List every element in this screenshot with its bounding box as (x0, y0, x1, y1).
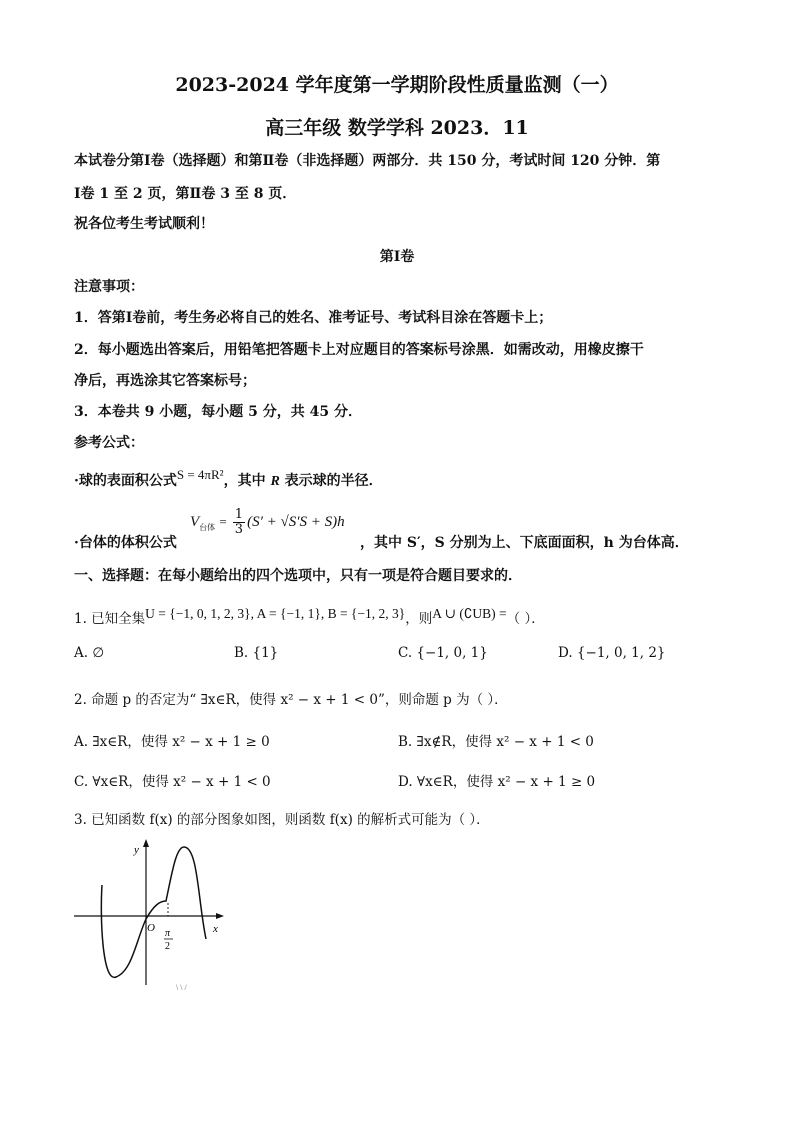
frustum-sub: 台体 (199, 523, 216, 532)
frustum-eq: = (219, 514, 227, 529)
question-2-stem: 2. 命题 p 的否定为“ ∃x∈R，使得 x² − x + 1 < 0”，则命题 p 为（ ）． (74, 692, 508, 708)
q2-option-d[interactable]: D. ∀x∈R，使得 x² − x + 1 ≥ 0 (398, 774, 596, 790)
q1-stem-then: ，则 (405, 611, 433, 627)
frustum-post: ，其中 S′，S 分别为上、下底面面积，h 为台体高． (360, 535, 689, 551)
q1-stem-expr: A ∪ (∁UB) = (432, 606, 507, 621)
frustum-v: V (190, 514, 200, 530)
y-axis-arrow (143, 839, 149, 847)
sphere-formula-line (74, 467, 383, 490)
frustum-prefix: ·台体的体积公式 (74, 535, 177, 551)
formulas-heading: 参考公式： (74, 435, 144, 451)
q1-option-d[interactable]: D. {−1, 0, 1, 2} (558, 645, 666, 661)
sphere-post-a: ，其中 (223, 473, 271, 489)
q3-function-graph (70, 835, 240, 995)
exam-subtitle: 高三年级 数学学科 2023．11 (265, 117, 529, 139)
frustum-fraction (233, 508, 245, 537)
x-axis-arrow (216, 913, 224, 919)
notes-item-2b: 净后，再选涂其它答案标号； (74, 373, 256, 389)
intro-line-1: 本试卷分第Ⅰ卷（选择题）和第Ⅱ卷（非选择题）两部分．共 150 分，考试时间 120 分钟．第 (74, 153, 661, 169)
q1-stem-paren: （ ）． (506, 611, 545, 627)
x-axis-label: x (213, 923, 218, 935)
question-1-stem (74, 607, 545, 627)
q2-option-b[interactable]: B. ∃x∉R，使得 x² − x + 1 < 0 (398, 734, 594, 750)
part1-heading: 一、选择题：在每小题给出的四个选项中，只有一项是符合题目要求的． (74, 568, 522, 584)
notes-item-3: 3．本卷共 9 小题，每小题 5 分，共 45 分． (74, 404, 362, 420)
sphere-r: R (270, 474, 280, 489)
q1-option-b[interactable]: B. {1} (234, 645, 279, 661)
scan-artifact: \ \ / (176, 983, 187, 992)
intro-line-3: 祝各位考生考试顺利！ (74, 216, 214, 232)
frustum-formula (190, 508, 345, 537)
q1-option-c[interactable]: C. {−1, 0, 1} (398, 645, 488, 661)
q2-option-c[interactable]: C. ∀x∈R，使得 x² − x + 1 < 0 (74, 774, 271, 790)
q1-stem-u: U = {−1, 0, 1, 2, 3}, A = {−1, 1} (145, 606, 321, 621)
sphere-post-b: 表示球的半径． (279, 473, 383, 489)
frustum-frac-den: 3 (234, 522, 244, 537)
section-title: 第Ⅰ卷 (379, 249, 415, 265)
notes-item-2a: 2．每小题选出答案后，用铅笔把答题卡上对应题目的答案标号涂黑．如需改动，用橡皮擦干 (74, 342, 644, 358)
function-curve (101, 847, 206, 977)
sphere-formula: S = 4πR² (176, 467, 224, 482)
exam-title: 2023-2024 学年度第一学期阶段性质量监测（一） (175, 74, 619, 96)
notes-heading: 注意事项： (74, 279, 144, 295)
frustum-frac-num: 1 (234, 507, 244, 522)
tick-label-pi: π (165, 928, 171, 939)
sphere-prefix: ·球的表面积公式 (74, 473, 177, 489)
origin-label: O (147, 922, 155, 934)
frustum-body: (S′ + √S′S + S)h (247, 514, 345, 530)
question-3-stem: 3. 已知函数 f(x) 的部分图象如图，则函数 f(x) 的解析式可能为（ ）． (74, 812, 490, 828)
q1-option-a[interactable]: A. ∅ (74, 645, 105, 661)
q2-option-a[interactable]: A. ∃x∈R，使得 x² − x + 1 ≥ 0 (74, 734, 270, 750)
intro-line-2: Ⅰ卷 1 至 2 页，第Ⅱ卷 3 至 8 页． (74, 186, 297, 202)
y-axis-label: y (134, 844, 139, 856)
q1-stem-a: 1. 已知全集 (74, 611, 146, 627)
q1-stem-b: , B = {−1, 2, 3} (320, 606, 406, 621)
tick-label-two: 2 (165, 941, 170, 952)
notes-item-1: 1．答第Ⅰ卷前，考生务必将自己的姓名、准考证号、考试科目涂在答题卡上； (74, 310, 553, 326)
